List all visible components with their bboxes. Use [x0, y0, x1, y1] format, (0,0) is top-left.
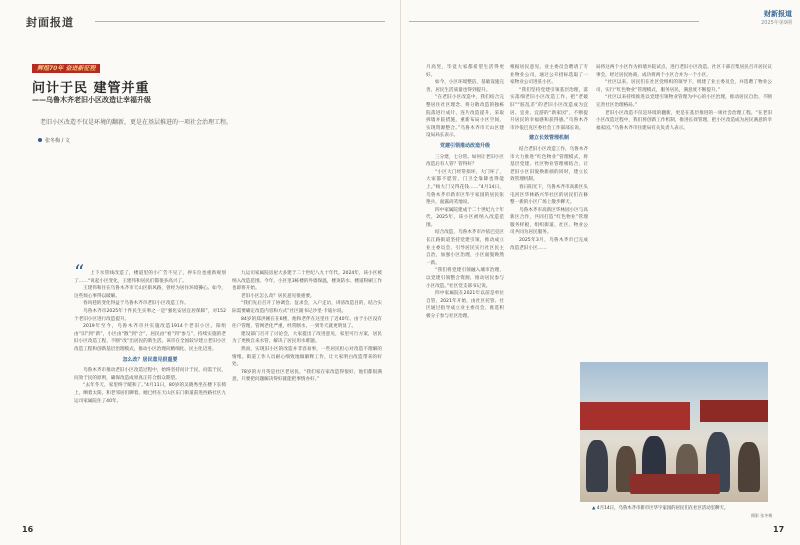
- paragraph: “我们先后召开了协调会、征求会，入户走访，讲清改造目的，结合实际需要确定改造内容和方式”社区副书记沙里·卡迪尔说。: [232, 301, 382, 314]
- person-figure: [586, 440, 608, 492]
- paragraph: 春风巷的变化得益于乌鲁木齐市老旧小区改造工作。: [83, 301, 189, 307]
- paragraph: 乌鲁木齐市2025年十件民生实事之一是“强化安居宜居保障”，对152个老旧小区进行改造提升。: [74, 308, 226, 322]
- paragraph: 四中家属院在2021年以前是单位自管，2021年开始，由社区托管。社区通过指导成立业主委员会，推选积极分子参与社区治理。: [426, 291, 504, 319]
- paragraph: 三分建，七分管。如何让老旧小区改造后有人管？管得好？: [426, 154, 504, 168]
- caption-arrow-icon: ▲: [592, 506, 597, 511]
- page-number-left: 16: [22, 525, 34, 534]
- author: [38, 137, 70, 144]
- paragraph: “社区以来持续推进以党建引领物业管理为中心的小区治理，推动居民自治、不断完善社区治理格局。”: [596, 95, 772, 108]
- paragraph: 然而，实现旧小区的改造并非容易事，一些居民担心对改造不理解的情绪。街道工作人员耐心细致地做解释工作，让大家明白改造带来的好处。: [232, 346, 382, 368]
- paragraph: 结合老旧小区改造工作，乌鲁木齐市大力推进“红色物业”管理模式，将基层党建、社区物业管理相结合，让老旧小区旧貌换新颜的同时，建立长效管理机制。: [510, 146, 588, 183]
- pavilion-roof: [700, 400, 768, 422]
- paragraph: “小区大门经常损坏，大门坏了，大家都不愿管，门卫全靠降也得能上。”杨大门又得花钱……”4月14日，乌鲁木齐市新市区华宇家园的居民张艳兵，面露尚笑地说。: [426, 169, 504, 206]
- photo-credit: 摄影 张冬梅: [751, 513, 773, 518]
- banner: 辉煌70年 奋进新征程: [32, 64, 100, 73]
- article-intro: 老旧小区改造不仅是环境的翻新，更是在基层推进的一项社会治理工程。: [40, 119, 233, 126]
- paragraph: 春日阳光下，乌鲁木齐市高新区头屯河区华林路兴华社区的居民们在修整一新的小区广场上散步聊天。: [510, 184, 588, 206]
- publication-mark: [761, 9, 792, 26]
- paragraph: 2019年至今，乌鲁木齐市共实施改造1914个老旧小区。阳组由“旧”到“新”，小区由“散”到“合”，居民由“看”到“参与”，持续实施的老旧小区改造工程，不断“改”出居民的新生活。该市在全国较早建立老旧小区改造工程和创新基层治理模式，推动小区治理向精细化、民主化迈进。: [74, 324, 226, 352]
- author-dot-icon: [38, 138, 42, 142]
- paragraph: 2025年3月，乌鲁木齐市已完成改造老旧小区……: [510, 238, 588, 251]
- paragraph: 局将这两个小区作为拆墙并院试点，进行老旧小区改造。社区干部召集居民召开居民议事会，经过居民协商，成功将两个小区合并为一个小区。: [596, 65, 772, 78]
- page-number-right: 17: [773, 525, 785, 534]
- paragraph: “去年冬天，家里终于暖和了。”4月11日，80岁的吴晓秀坐在楼下长椅上，晒着太阳，和老邻居们聊着。她已经在天山区东门街道前进西路社区九运司家属院住了40年。: [74, 383, 226, 404]
- photo-caption: [592, 506, 772, 512]
- column-2: [232, 270, 382, 520]
- quote-mark-icon: “: [74, 260, 85, 284]
- table: [630, 474, 720, 494]
- person-figure: [738, 442, 760, 492]
- paragraph: 乌鲁木齐市推动老旧小区改造过程中，始终坚持问计于民，问需于民、问效于民的原则，确保改造成果真正符合群众期望。: [74, 368, 226, 381]
- column-1: [74, 270, 226, 520]
- paragraph: 九运司家属院房屋大多建于二十世纪八九十年代。2024年，该小区被纳入改造范围。今年，小区里3栋楼的外墙保温，楼顶防水、楼道粉刷工作也即将开始。: [232, 271, 382, 292]
- section-heading: 怎么改？居民意见很重要: [122, 356, 178, 363]
- caption-text: 4月14日，乌鲁木齐市新市区华宇家园的居民们在社区活动室聊天。: [596, 506, 729, 511]
- paragraph: 根据居民意见，业主委员会聘请了专业物业公司，通过公开招标选取了一家物业公司进驻小区。: [510, 65, 588, 86]
- paragraph: 月高竖，毕竟大家都希望生活得更好。: [426, 65, 504, 78]
- paragraph: 78岁的方月英是社区老居民，“我们家在家改造得很好，他们都很满意，只要把问题解决得好就能把事情办好。”: [232, 369, 382, 383]
- column-4: [510, 64, 588, 364]
- article-title: 问计于民 建管并重: [32, 81, 150, 96]
- author-name: 张冬梅 / 文: [45, 138, 70, 144]
- paragraph: 四中家属院建成于二十世纪九十年代，2025年，该小区被纳入改造范围。: [426, 207, 504, 228]
- paragraph: “我们坚持党建引领基层治理，落实落细老旧小区改造工作，把“老破旧”“脏乱差”的老旧小区改造成为宜居、宜业、宜游的“新家园”，不断提升居民的幸福感和获得感。”乌鲁木齐市沙依巴克区委社会工作部部长说。: [510, 87, 588, 131]
- section-heading: 党建引领推动改造升级: [439, 142, 490, 149]
- paragraph: 上下水管线改造了，楼道里的小广告不见了，停车位也重新规划了……“说起小区变化，王建伟和居民们都很多高兴了。: [74, 271, 226, 284]
- section-heading: 建立长效管理机制: [528, 135, 569, 142]
- header-rule: [409, 21, 699, 22]
- publication-date: 2025年第9期: [761, 20, 792, 26]
- paragraph: 老旧小区怎么改？居民意见很重要。: [241, 293, 315, 299]
- article-subtitle: ——乌鲁木齐老旧小区改造让幸福升级: [32, 96, 151, 104]
- paragraph: 建设部门召开了讨论会，大家提出了改进意见，家里可行方案，居民为了更换自来水管，解决了居民用水难题。: [232, 331, 382, 345]
- paragraph: 84岁的郑洪刚在在6楼，他和老伴在这里住了近40年。由于小区没有住户管理，管网老化严重，经常断水，一到冬天就更明显了。: [232, 316, 382, 330]
- paragraph: 如今，小区环境整洁，基础设施完善，居民生活质量也得到提升。: [426, 80, 504, 93]
- header-rule: [95, 21, 385, 22]
- paragraph: “社区以来，居民们在社区党组织的领导下，组建了业主委员会，并选聘了物业公司，实行“红色物业”管理模式，服务居民，满意度不断提升。”: [596, 80, 772, 93]
- paragraph: 结合改造，乌鲁木齐市沙依巴克区长江路街道坚持党建引领，推动成立业主委员会，引导居民实行社区民主自治，加强小区治理，小区面貌焕然一新。: [426, 230, 504, 266]
- section-label: 封面报道: [26, 16, 74, 29]
- pavilion-roof: [580, 402, 690, 430]
- column-3: [426, 64, 504, 524]
- article-photo: [580, 362, 768, 502]
- paragraph: 老旧小区改造不仅是环境的翻新，更是在基层推进的一项社会治理工程。“在老旧小区改造过程中，我们将创新工作机制，推进长效管理，把小区改造成为居民满意的幸福家园。”乌鲁木齐市住建局有关负责人表示。: [596, 110, 772, 131]
- paragraph: 乌鲁木齐市高新区华林园小区与高新区合作，共同打造“红色物业”管理服务样板，组织街道、社区、物业公司共同为居民服务。: [510, 207, 588, 236]
- column-5: [596, 64, 772, 356]
- publication-name: 财新报道: [764, 10, 792, 18]
- paragraph: “我们将党建引领融入城市治理，以党建引领整合资源，推动居民参与小区改造。”社区党支部书记说。: [426, 268, 504, 289]
- paragraph: “在老旧小区改造中，我们结合完整居住社区理念，将分散改造的独栋院落进行成片、连片改造提升，采取拆墙并院措施，重新布局小区空间，实现资源整合。”乌鲁木齐市天山区建设局局长表示。: [426, 95, 504, 139]
- paragraph: 王建伟和住在乌鲁木齐市天山区街风路，曾经为居住环境操心。如今，这些烦心事得以破解。: [74, 286, 226, 299]
